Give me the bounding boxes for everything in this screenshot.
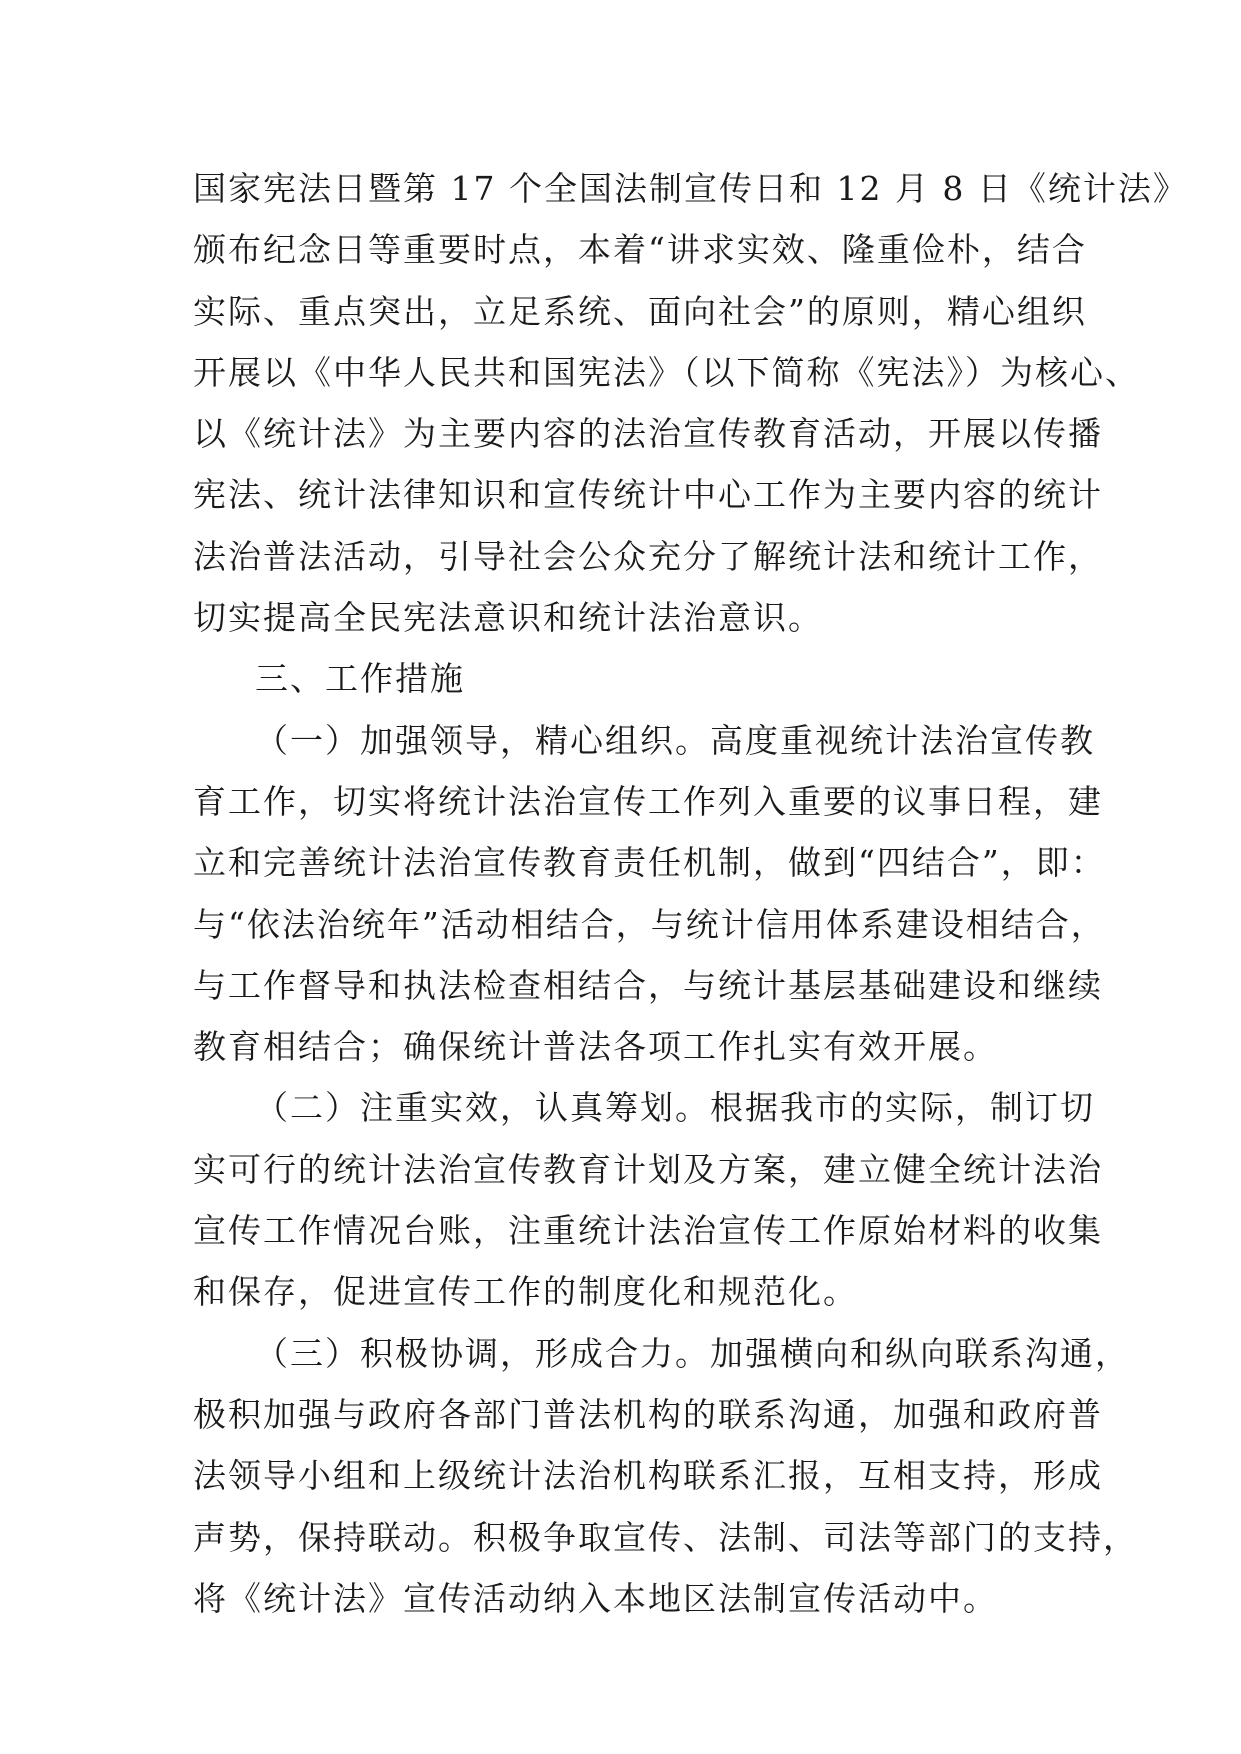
body-line: 法治普法活动，引导社会公众充分了解统计法和统计工作， <box>193 536 1103 576</box>
body-line: 颁布纪念日等重要时点，本着“讲求实效、隆重俭朴，结合 <box>193 230 1087 270</box>
body-line: 将《统计法》宣传活动纳入本地区法制宣传活动中。 <box>193 1578 998 1618</box>
body-line: 育工作，切实将统计法治宣传工作列入重要的议事日程，建 <box>193 781 1103 821</box>
body-line: 切实提高全民宪法意识和统计法治意识。 <box>193 598 823 638</box>
section-heading: 三、工作措施 <box>255 659 465 699</box>
body-line: 以《统计法》为主要内容的法治宣传教育活动，开展以传播 <box>193 414 1103 454</box>
paragraph-start-line: （三）积极协调，形成合力。加强横向和纵向联系沟通， <box>255 1333 1130 1373</box>
body-line: 国家宪法日暨第 17 个全国法制宣传日和 12 月 8 日《统计法》 <box>193 169 1188 208</box>
body-line: 宪法、统计法律知识和宣传统计中心工作为主要内容的统计 <box>193 475 1103 515</box>
body-line: 与“依法治统年”活动相结合，与统计信用体系建设相结合， <box>193 904 1106 944</box>
body-line: 法领导小组和上级统计法治机构联系汇报，互相支持，形成 <box>193 1456 1103 1496</box>
body-line: 开展以《中华人民共和国宪法》（以下简称《宪法》）为核心、 <box>193 352 1140 392</box>
body-line: 极积加强与政府各部门普法机构的联系沟通，加强和政府普 <box>193 1394 1103 1434</box>
document-body <box>193 158 1188 1629</box>
paragraph-start-line: （二）注重实效，认真筹划。根据我市的实际，制订切 <box>255 1088 1095 1128</box>
body-line: 教育相结合；确保统计普法各项工作扎实有效开展。 <box>193 1027 998 1067</box>
body-line: 立和完善统计法治宣传教育责任机制，做到“四结合”，即： <box>193 843 1106 883</box>
paragraph-start-line: （一）加强领导，精心组织。高度重视统计法治宣传教 <box>255 720 1095 760</box>
body-line: 声势，保持联动。积极争取宣传、法制、司法等部门的支持， <box>193 1517 1138 1557</box>
body-line: 与工作督导和执法检查相结合，与统计基层基础建设和继续 <box>193 965 1103 1005</box>
body-line: 宣传工作情况台账，注重统计法治宣传工作原始材料的收集 <box>193 1211 1103 1251</box>
body-line: 实可行的统计法治宣传教育计划及方案，建立健全统计法治 <box>193 1149 1103 1189</box>
body-line: 实际、重点突出，立足系统、面向社会”的原则，精心组织 <box>193 291 1087 331</box>
body-line: 和保存，促进宣传工作的制度化和规范化。 <box>193 1272 858 1312</box>
